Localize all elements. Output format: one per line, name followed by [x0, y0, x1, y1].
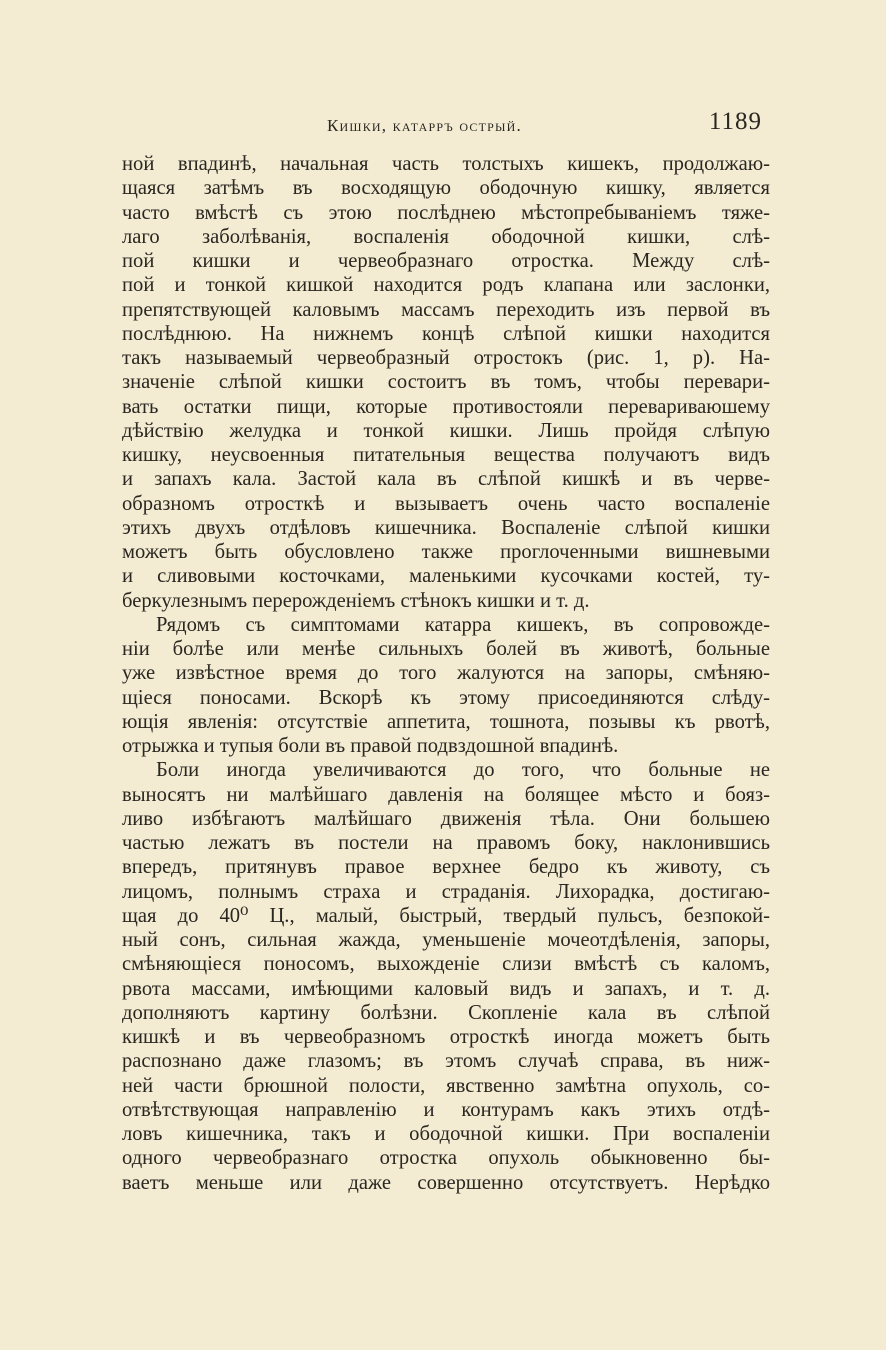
text-line: ющія явленія: отсутствіе аппетита, тошнота, позывы къ рвотѣ,: [122, 710, 770, 733]
text-line: кишку, неусвоенныя питательныя вещества получаютъ видъ: [122, 444, 770, 466]
text-line: часто вмѣстѣ съ этою послѣднею мѣстопребываніемъ тяже-: [122, 201, 770, 224]
text-line: можетъ быть обусловлено также проглоченными вишневыми: [122, 541, 770, 563]
text-line: дополняютъ картину болѣзни. Скопленіе кала въ слѣпой: [122, 1001, 770, 1024]
text-line: частью лежатъ въ постели на правомъ боку, наклонившись: [122, 832, 770, 854]
text-line: ной впадинѣ, начальная часть толстыхъ кишекъ, продолжаю-: [122, 153, 770, 175]
text-line: распознано даже глазомъ; въ этомъ случаѣ справа, въ ниж-: [122, 1050, 770, 1073]
text-line: ней части брюшной полости, явственно замѣтна опухоль, со-: [122, 1074, 770, 1097]
text-line: лицомъ, полнымъ страха и страданія. Лихорадка, достигаю-: [122, 880, 770, 903]
running-head: Кишки, катарръ острый.: [327, 116, 522, 135]
text-line: ловъ кишечника, такъ и ободочной кишки. При воспаленіи: [122, 1123, 770, 1145]
text-line: уже извѣстное время до того жалуются на запоры, смѣняю-: [122, 662, 770, 685]
page-number: 1189: [708, 108, 762, 135]
text-line: лаго заболѣванія, воспаленія ободочной кишки, слѣ-: [122, 225, 770, 248]
text-line: ніи болѣе или менѣе сильныхъ болей въ животѣ, больные: [122, 638, 770, 660]
text-line: одного червеобразнаго отростка опухоль обыкновенно бы-: [122, 1147, 770, 1170]
text-line: отрыжка и тупыя боли въ правой подвздошной впадинѣ.: [122, 735, 619, 757]
text-line: ный сонъ, сильная жажда, уменьшеніе мочеотдѣленія, запоры,: [122, 929, 770, 951]
text-line: смѣняющіеся поносомъ, выхожденіе слизи вмѣстѣ съ каломъ,: [122, 953, 770, 976]
text-line: щіеся поносами. Вскорѣ къ этому присоединяются слѣду-: [122, 686, 770, 709]
text-line: послѣднюю. На нижнемъ концѣ слѣпой кишки находится: [122, 322, 770, 345]
body-text: [122, 152, 770, 1195]
text-line: и сливовыми косточками, маленькими кусочками костей, ту-: [122, 565, 770, 588]
text-line: вать остатки пищи, которые противостояли перевариваюшему: [122, 395, 770, 418]
page-header: [122, 108, 762, 144]
text-line: отвѣтствующая направленію и контурамъ какъ этихъ отдѣ-: [122, 1098, 770, 1121]
text-line: дѣйствію желудка и тонкой кишки. Лишь пройдя слѣпую: [122, 419, 770, 442]
text-line: щая до 40⁰ Ц., малый, быстрый, твердый пульсъ, безпокой-: [122, 904, 770, 927]
text-line: беркулезнымъ перерожденіемъ стѣнокъ кишки и т. д.: [122, 589, 590, 612]
text-line: пой и тонкой кишкой находится родъ клапана или заслонки,: [122, 274, 770, 297]
text-line: такъ называемый червеобразный отростокъ (рис. 1, p). На-: [122, 347, 770, 369]
text-line: и запахъ кала. Застой кала въ слѣпой кишкѣ и въ черве-: [122, 468, 770, 491]
text-line: ваетъ меньше или даже совершенно отсутствуетъ. Нерѣдко: [122, 1171, 770, 1194]
text-line: Рядомъ съ симптомами катарра кишекъ, въ сопровожде-: [156, 613, 770, 636]
text-line: образномъ отросткѣ и вызываетъ очень часто воспаленіе: [122, 492, 770, 515]
text-line: пой кишки и червеобразнаго отростка. Между слѣ-: [122, 250, 770, 272]
text-line: этихъ двухъ отдѣловъ кишечника. Воспаленіе слѣпой кишки: [122, 516, 770, 539]
text-line: впередъ, притянувъ правое верхнее бедро къ животу, съ: [122, 856, 770, 879]
text-line: Боли иногда увеличиваются до того, что больные не: [156, 759, 770, 782]
text-line: выносятъ ни малѣйшаго давленія на болящее мѣсто и бояз-: [122, 783, 770, 806]
text-line: рвота массами, имѣющими каловый видъ и запахъ, и т. д.: [122, 977, 770, 1000]
text-line: щаяся затѣмъ въ восходящую ободочную кишку, является: [122, 177, 770, 200]
text-line: значеніе слѣпой кишки состоитъ въ томъ, чтобы перевари-: [122, 371, 770, 394]
text-line: кишкѣ и въ червеобразномъ отросткѣ иногда можетъ быть: [122, 1026, 770, 1048]
text-line: препятствующей каловымъ массамъ переходить изъ первой въ: [122, 298, 770, 321]
text-line: ливо избѣгаютъ малѣйшаго движенія тѣла. Они большею: [122, 807, 770, 830]
